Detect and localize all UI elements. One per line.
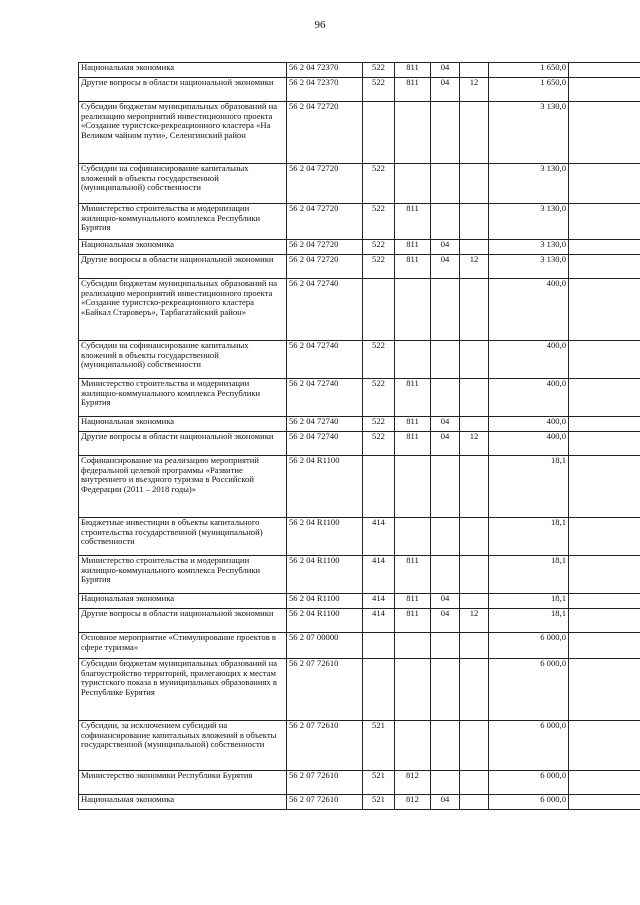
row-sum-cell: 3 130,0 xyxy=(489,164,569,204)
row-subsection-cell xyxy=(460,164,489,204)
table-row xyxy=(79,432,640,456)
row-name-cell: Министерство экономики Республики Бурятия xyxy=(79,771,287,795)
row-name-cell: Национальная экономика xyxy=(79,417,287,432)
row-subsection-cell: 12 xyxy=(460,609,489,633)
row-grbs-cell xyxy=(395,164,431,204)
row-sum-cell: 18,1 xyxy=(489,456,569,518)
row-sum-cell: 400,0 xyxy=(489,341,569,379)
row-target-article-cell: 56 2 04 R1100 xyxy=(287,518,363,556)
row-grbs-cell: 811 xyxy=(395,240,431,255)
row-section-cell xyxy=(431,659,460,721)
row-target-article-cell: 56 2 04 72740 xyxy=(287,417,363,432)
table-row xyxy=(79,795,640,810)
table-row xyxy=(79,341,640,379)
row-section-cell xyxy=(431,102,460,164)
row-empty-cell xyxy=(569,633,640,659)
row-section-cell xyxy=(431,518,460,556)
row-section-cell: 04 xyxy=(431,63,460,78)
row-target-article-cell: 56 2 04 72720 xyxy=(287,102,363,164)
row-grbs-cell: 812 xyxy=(395,795,431,810)
row-empty-cell xyxy=(569,379,640,417)
row-expense-type-cell: 522 xyxy=(363,255,395,279)
row-section-cell: 04 xyxy=(431,78,460,102)
row-subsection-cell xyxy=(460,240,489,255)
row-subsection-cell xyxy=(460,771,489,795)
row-expense-type-cell: 414 xyxy=(363,609,395,633)
row-target-article-cell: 56 2 04 72370 xyxy=(287,78,363,102)
row-subsection-cell: 12 xyxy=(460,255,489,279)
budget-table-body xyxy=(79,63,640,810)
row-grbs-cell: 811 xyxy=(395,63,431,78)
row-name-cell: Другие вопросы в области национальной экономики xyxy=(79,432,287,456)
row-target-article-cell: 56 2 07 72610 xyxy=(287,659,363,721)
table-row xyxy=(79,609,640,633)
row-expense-type-cell: 521 xyxy=(363,771,395,795)
row-sum-cell: 400,0 xyxy=(489,379,569,417)
row-sum-cell: 3 130,0 xyxy=(489,102,569,164)
row-sum-cell: 18,1 xyxy=(489,609,569,633)
row-grbs-cell: 811 xyxy=(395,204,431,240)
table-row xyxy=(79,379,640,417)
table-row xyxy=(79,721,640,771)
row-sum-cell: 3 130,0 xyxy=(489,255,569,279)
row-sum-cell: 400,0 xyxy=(489,432,569,456)
row-target-article-cell: 56 2 04 72740 xyxy=(287,432,363,456)
row-expense-type-cell xyxy=(363,633,395,659)
row-expense-type-cell: 522 xyxy=(363,240,395,255)
row-section-cell xyxy=(431,204,460,240)
table-row xyxy=(79,102,640,164)
row-empty-cell xyxy=(569,78,640,102)
row-target-article-cell: 56 2 04 72720 xyxy=(287,204,363,240)
row-sum-cell: 6 000,0 xyxy=(489,721,569,771)
row-sum-cell: 3 130,0 xyxy=(489,204,569,240)
row-sum-cell: 3 130,0 xyxy=(489,240,569,255)
row-grbs-cell xyxy=(395,721,431,771)
row-target-article-cell: 56 2 04 R1100 xyxy=(287,609,363,633)
row-sum-cell: 1 650,0 xyxy=(489,63,569,78)
row-sum-cell: 18,1 xyxy=(489,556,569,594)
table-row xyxy=(79,456,640,518)
row-empty-cell xyxy=(569,659,640,721)
row-empty-cell xyxy=(569,721,640,771)
table-row xyxy=(79,255,640,279)
row-expense-type-cell: 414 xyxy=(363,594,395,609)
row-empty-cell xyxy=(569,255,640,279)
row-name-cell: Основное мероприятие «Стимулирование проектов в сфере туризма» xyxy=(79,633,287,659)
row-section-cell xyxy=(431,721,460,771)
row-grbs-cell xyxy=(395,279,431,341)
row-empty-cell xyxy=(569,609,640,633)
row-empty-cell xyxy=(569,456,640,518)
row-empty-cell xyxy=(569,341,640,379)
row-sum-cell: 6 000,0 xyxy=(489,633,569,659)
row-sum-cell: 6 000,0 xyxy=(489,659,569,721)
row-subsection-cell xyxy=(460,102,489,164)
row-subsection-cell: 12 xyxy=(460,78,489,102)
row-empty-cell xyxy=(569,795,640,810)
table-row xyxy=(79,659,640,721)
row-name-cell: Бюджетные инвестиции в объекты капитального строительства государственной (муниципальной) собственности xyxy=(79,518,287,556)
row-subsection-cell xyxy=(460,721,489,771)
row-grbs-cell xyxy=(395,633,431,659)
row-section-cell xyxy=(431,771,460,795)
row-name-cell: Другие вопросы в области национальной экономики xyxy=(79,255,287,279)
row-expense-type-cell: 522 xyxy=(363,417,395,432)
table-row xyxy=(79,63,640,78)
row-empty-cell xyxy=(569,204,640,240)
row-name-cell: Национальная экономика xyxy=(79,795,287,810)
row-grbs-cell xyxy=(395,341,431,379)
row-empty-cell xyxy=(569,771,640,795)
row-empty-cell xyxy=(569,102,640,164)
row-grbs-cell: 811 xyxy=(395,609,431,633)
table-row xyxy=(79,204,640,240)
row-target-article-cell: 56 2 07 00000 xyxy=(287,633,363,659)
row-subsection-cell: 12 xyxy=(460,432,489,456)
row-subsection-cell xyxy=(460,659,489,721)
row-expense-type-cell xyxy=(363,659,395,721)
row-subsection-cell xyxy=(460,795,489,810)
row-section-cell: 04 xyxy=(431,417,460,432)
table-row xyxy=(79,240,640,255)
table-row xyxy=(79,594,640,609)
row-grbs-cell: 811 xyxy=(395,417,431,432)
row-name-cell: Субсидии на софинансирование капитальных вложений в объекты государственной (муниципальной) собственности xyxy=(79,164,287,204)
row-section-cell xyxy=(431,379,460,417)
row-sum-cell: 400,0 xyxy=(489,417,569,432)
row-grbs-cell xyxy=(395,659,431,721)
row-section-cell: 04 xyxy=(431,255,460,279)
row-section-cell xyxy=(431,556,460,594)
row-expense-type-cell: 521 xyxy=(363,795,395,810)
row-name-cell: Субсидии бюджетам муниципальных образований на реализацию мероприятий инвестиционного проекта «Создание туристско-рекреационного кластера «Байкал Староверъ», Тарбагатайский район» xyxy=(79,279,287,341)
row-name-cell: Субсидии бюджетам муниципальных образований на благоустройство территорий, прилегающих к местам туристского показа в муниципальных образованиях в Республике Бурятия xyxy=(79,659,287,721)
row-name-cell: Другие вопросы в области национальной экономики xyxy=(79,78,287,102)
row-name-cell: Субсидии, за исключением субсидий на софинансирование капитальных вложений в объекты государственной (муниципальной) собственности xyxy=(79,721,287,771)
row-grbs-cell: 811 xyxy=(395,432,431,456)
table-row xyxy=(79,518,640,556)
row-section-cell: 04 xyxy=(431,594,460,609)
row-section-cell xyxy=(431,456,460,518)
row-expense-type-cell xyxy=(363,456,395,518)
row-target-article-cell: 56 2 04 72370 xyxy=(287,63,363,78)
row-grbs-cell xyxy=(395,518,431,556)
row-grbs-cell: 812 xyxy=(395,771,431,795)
row-expense-type-cell: 522 xyxy=(363,432,395,456)
row-target-article-cell: 56 2 07 72610 xyxy=(287,795,363,810)
table-row xyxy=(79,78,640,102)
table-row xyxy=(79,417,640,432)
row-name-cell: Национальная экономика xyxy=(79,240,287,255)
row-name-cell: Министерство строительства и модернизации жилищно-коммунального комплекса Республики Бурятия xyxy=(79,379,287,417)
row-sum-cell: 18,1 xyxy=(489,594,569,609)
row-section-cell xyxy=(431,279,460,341)
row-grbs-cell: 811 xyxy=(395,255,431,279)
page-number: 96 xyxy=(314,19,326,31)
row-expense-type-cell: 414 xyxy=(363,556,395,594)
row-empty-cell xyxy=(569,518,640,556)
row-section-cell xyxy=(431,164,460,204)
row-section-cell: 04 xyxy=(431,795,460,810)
row-subsection-cell xyxy=(460,633,489,659)
table-row xyxy=(79,556,640,594)
row-grbs-cell: 811 xyxy=(395,594,431,609)
row-section-cell: 04 xyxy=(431,609,460,633)
row-grbs-cell: 811 xyxy=(395,556,431,594)
row-grbs-cell xyxy=(395,102,431,164)
row-name-cell: Субсидии бюджетам муниципальных образований на реализацию мероприятий инвестиционного проекта «Создание туристско-рекреационного кластера «На Великом чайном пути», Селенгинский район xyxy=(79,102,287,164)
row-sum-cell: 6 000,0 xyxy=(489,795,569,810)
row-grbs-cell: 811 xyxy=(395,379,431,417)
row-target-article-cell: 56 2 04 72720 xyxy=(287,240,363,255)
row-expense-type-cell: 522 xyxy=(363,78,395,102)
row-empty-cell xyxy=(569,240,640,255)
row-target-article-cell: 56 2 04 R1100 xyxy=(287,594,363,609)
row-expense-type-cell: 522 xyxy=(363,379,395,417)
row-subsection-cell xyxy=(460,379,489,417)
row-expense-type-cell: 521 xyxy=(363,721,395,771)
row-target-article-cell: 56 2 04 R1100 xyxy=(287,456,363,518)
row-section-cell xyxy=(431,341,460,379)
row-grbs-cell: 811 xyxy=(395,78,431,102)
row-empty-cell xyxy=(569,556,640,594)
row-empty-cell xyxy=(569,279,640,341)
row-sum-cell: 18,1 xyxy=(489,518,569,556)
row-target-article-cell: 56 2 04 72720 xyxy=(287,164,363,204)
row-empty-cell xyxy=(569,432,640,456)
row-grbs-cell xyxy=(395,456,431,518)
row-empty-cell xyxy=(569,594,640,609)
row-name-cell: Другие вопросы в области национальной экономики xyxy=(79,609,287,633)
row-subsection-cell xyxy=(460,204,489,240)
table-row xyxy=(79,633,640,659)
row-subsection-cell xyxy=(460,556,489,594)
row-target-article-cell: 56 2 04 72740 xyxy=(287,341,363,379)
row-expense-type-cell: 522 xyxy=(363,204,395,240)
table-row xyxy=(79,279,640,341)
row-expense-type-cell xyxy=(363,102,395,164)
row-expense-type-cell: 522 xyxy=(363,341,395,379)
budget-table xyxy=(78,62,640,810)
row-sum-cell: 6 000,0 xyxy=(489,771,569,795)
row-expense-type-cell xyxy=(363,279,395,341)
row-subsection-cell xyxy=(460,417,489,432)
row-subsection-cell xyxy=(460,63,489,78)
row-expense-type-cell: 522 xyxy=(363,164,395,204)
row-target-article-cell: 56 2 07 72610 xyxy=(287,721,363,771)
row-empty-cell xyxy=(569,417,640,432)
row-section-cell xyxy=(431,633,460,659)
row-section-cell: 04 xyxy=(431,432,460,456)
table-row xyxy=(79,771,640,795)
row-target-article-cell: 56 2 04 72740 xyxy=(287,279,363,341)
row-name-cell: Национальная экономика xyxy=(79,594,287,609)
row-subsection-cell xyxy=(460,594,489,609)
table-row xyxy=(79,164,640,204)
row-subsection-cell xyxy=(460,341,489,379)
row-target-article-cell: 56 2 07 72610 xyxy=(287,771,363,795)
row-target-article-cell: 56 2 04 R1100 xyxy=(287,556,363,594)
row-name-cell: Национальная экономика xyxy=(79,63,287,78)
row-expense-type-cell: 414 xyxy=(363,518,395,556)
row-name-cell: Софинансирование на реализацию мероприятий федеральной целевой программы «Развитие внутреннего и въездного туризма в Российской Федерации (2011 – 2018 годы)» xyxy=(79,456,287,518)
row-sum-cell: 1 650,0 xyxy=(489,78,569,102)
row-subsection-cell xyxy=(460,456,489,518)
row-empty-cell xyxy=(569,164,640,204)
row-expense-type-cell: 522 xyxy=(363,63,395,78)
row-section-cell: 04 xyxy=(431,240,460,255)
row-target-article-cell: 56 2 04 72740 xyxy=(287,379,363,417)
row-sum-cell: 400,0 xyxy=(489,279,569,341)
row-subsection-cell xyxy=(460,518,489,556)
row-empty-cell xyxy=(569,63,640,78)
row-target-article-cell: 56 2 04 72720 xyxy=(287,255,363,279)
row-subsection-cell xyxy=(460,279,489,341)
row-name-cell: Министерство строительства и модернизации жилищно-коммунального комплекса Республики Бурятия xyxy=(79,556,287,594)
row-name-cell: Министерство строительства и модернизации жилищно-коммунального комплекса Республики Бурятия xyxy=(79,204,287,240)
row-name-cell: Субсидии на софинансирование капитальных вложений в объекты государственной (муниципальной) собственности xyxy=(79,341,287,379)
